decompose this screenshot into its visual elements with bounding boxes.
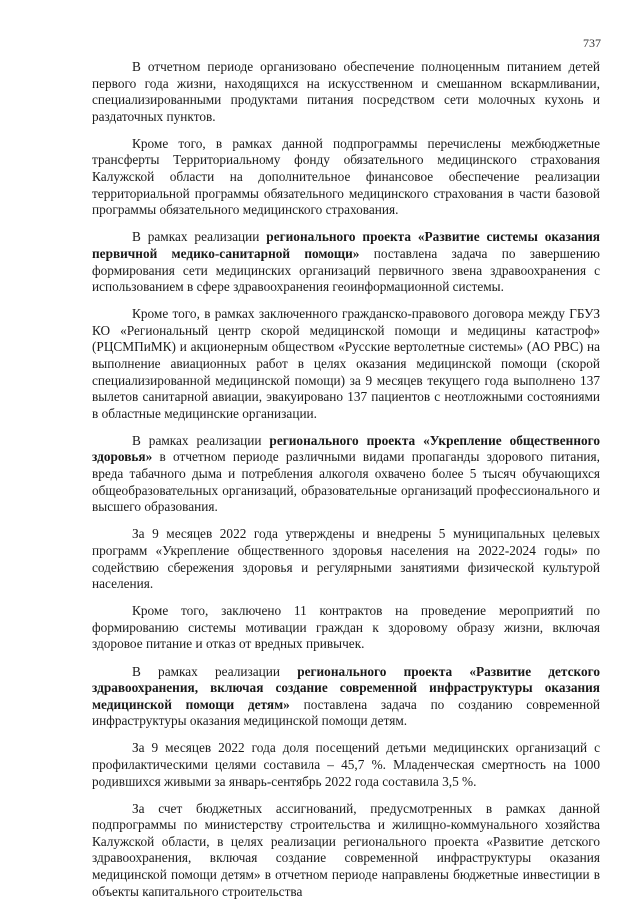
paragraph-8 [92, 664, 600, 730]
paragraph-text: В рамках реализации [132, 663, 298, 679]
paragraph-2 [92, 136, 600, 219]
paragraph-6 [92, 526, 600, 592]
paragraph-10 [92, 801, 600, 901]
paragraph-text: В рамках реализации [132, 229, 267, 245]
paragraph-1 [92, 59, 600, 125]
paragraph-4 [92, 306, 600, 422]
paragraph-text: За счет бюджетных ассигнований, предусмотренных в рамках данной подпрограммы по министерству строительства и жилищно-коммунального хозяйства Калужской области, в целях реализации регионального проекта «Развитие детского здравоохранения, включая создание современной инфраструктуры оказания медицинской помощи детям» в отчетном периоде направлены бюджетные инвестиции в объекты капитального строительства [92, 800, 600, 899]
paragraph-text: поставлена задача по завершению формирования сети медицинских организаций первичного звена здравоохранения с использованием в сфере здравоохранения геоинформационной системы. [92, 245, 600, 295]
paragraph-text: За 9 месяцев 2022 года утверждены и внедрены 5 муниципальных целевых программ «Укрепление общественного здоровья населения на 2022-2024 годы» по содействию сбережения здоровья и регулярными занятиями физической культурой населения. [92, 526, 600, 592]
paragraph-5 [92, 433, 600, 516]
paragraph-text: Кроме того, заключено 11 контрактов на проведение мероприятий по формированию системы мотивации граждан к здоровому образу жизни, включая здоровое питание и отказ от вредных привычек. [92, 603, 600, 652]
paragraph-text: За 9 месяцев 2022 года доля посещений детьми медицинских организаций с профилактическими целями составила – 45,7 %. Младенческая смертность на 1000 родившихся живыми за январь-сентябрь 2022 года составила 3,5 %. [92, 740, 600, 789]
paragraph-text: в отчетном периоде различными видами пропаганды здорового питания, вреда табачного дыма и потребления алкоголя охвачено более 5 тысяч обучающихся общеобразовательных организаций, образовательные организаций профессионального и высшего образования. [92, 449, 600, 515]
paragraph-7 [92, 603, 600, 653]
paragraph-text: В отчетном периоде организовано обеспечение полноценным питанием детей первого года жизни, находящихся на искусственном и смешанном вскармливании, специализированными продуктами питания посредством сети молочных кухонь и раздаточных пунктов. [92, 59, 600, 124]
paragraph-text: Кроме того, в рамках данной подпрограммы перечислены межбюджетные трансферты Территориальному фонду обязательного медицинского страхования Калужской области на дополнительное финансовое обеспечение реализации территориальной программы обязательного медицинского страхования в части базовой программы обязательного медицинского страхования. [92, 135, 600, 218]
project-title-primary-care: регионального проекта «Развитие системы оказания первичной медико-санитарной помощи» [92, 229, 600, 261]
document-body [92, 59, 600, 911]
paragraph-text: поставлена задача по созданию современной инфраструктуры оказания медицинской помощи детям. [92, 696, 600, 729]
paragraph-3 [92, 229, 600, 295]
paragraph-text: Кроме того, в рамках заключенного гражданско-правового договора между ГБУЗ КО «Региональный центр скорой медицинской помощи и медицины катастроф» (РЦСМПиМК) и акционерным обществом «Русские вертолетные системы» (АО РВС) на выполнение авиационных работ в целях оказания медицинской помощи (скорой специализированной медицинской помощи) за 9 месяцев текущего года выполнено 137 вылетов санитарной авиации, эвакуировано 137 пациентов с неотложными состояниями в областные медицинские организации. [92, 306, 600, 421]
paragraph-text: В рамках реализации [132, 432, 270, 448]
page-number: 737 [583, 36, 601, 50]
paragraph-9 [92, 740, 600, 790]
project-title-child-health: регионального проекта «Развитие детского здравоохранения, включая создание современной инфраструктуры оказания медицинской помощи детям» [92, 663, 600, 712]
project-title-public-health: регионального проекта «Укрепление общественного здоровья» [92, 432, 600, 465]
